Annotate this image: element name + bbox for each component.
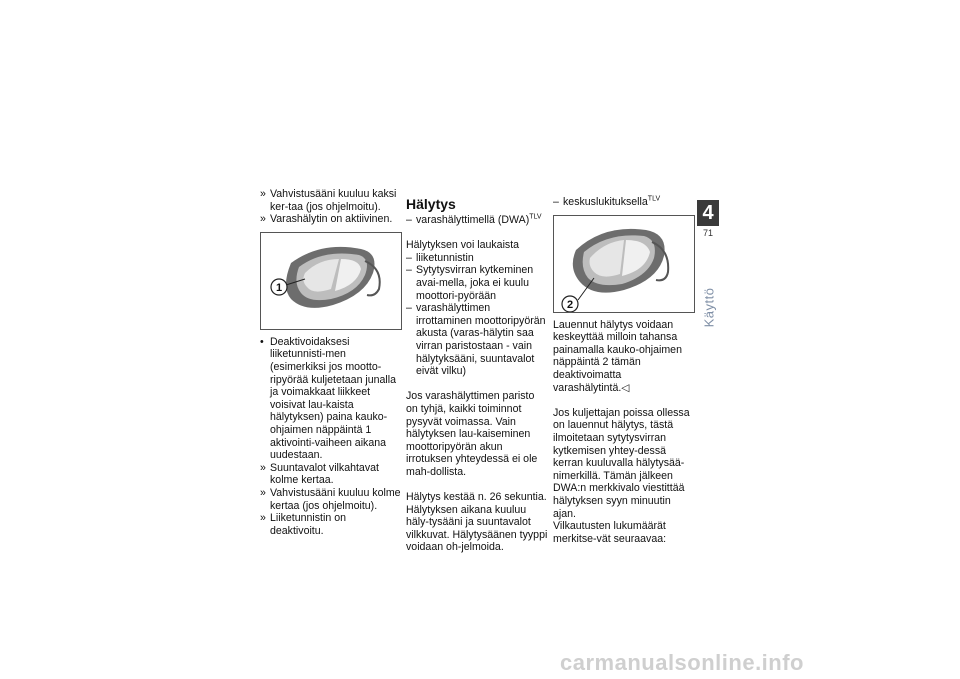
paragraph: Lauennut hälytys voidaan keskeyttää milloin tahansa painamalla kauko-ohjaimen näppäintä 2 tämän deaktivoimatta varashälytintä.◁ xyxy=(553,318,682,394)
list-item: » Vahvistusääni kuuluu kolme kertaa (jos ohjelmoitu). xyxy=(260,486,401,512)
chapter-label: Käyttö xyxy=(701,287,717,328)
remote-key-icon xyxy=(261,233,401,329)
intro-text: Hälytyksen voi laukaista xyxy=(406,239,520,252)
list-item: » Vahvistusääni kuuluu kaksi ker-taa (jos ohjelmoitu). xyxy=(260,188,397,213)
watermark: carmanualsonline.info xyxy=(560,650,804,675)
list-item: – liiketunnistin xyxy=(406,251,474,264)
column-1 xyxy=(260,188,402,537)
list-item: – Sytytysvirran kytkeminen avai-mella, joka ei kuulu moottori-pyörään xyxy=(406,264,534,302)
list-item: – varashälyttimen irrottaminen moottoripyörän akusta (varas-hälytin saa virran paristostaan - vain hälytyksääni, suuntavalot eivät vilku) xyxy=(406,302,546,378)
remote-key-figure-2 xyxy=(553,215,695,313)
list-item: » Liiketunnistin on deaktivoitu. xyxy=(260,512,346,537)
list-item: » Varashälytin on aktiivinen. xyxy=(260,213,393,226)
figure-label: 2 xyxy=(566,298,574,311)
list-item: – varashälyttimellä (DWA)$^{TLV}$ xyxy=(406,213,542,226)
column-2 xyxy=(406,196,548,554)
chapter-number: 4 xyxy=(697,200,719,226)
paragraph: Vilkautusten lukumäärät merkitse-vät seuraavaa: xyxy=(553,520,667,545)
list-item: – keskuslukituksella$^{TLV}$ xyxy=(553,195,661,208)
list-item: » Suuntavalot vilkahtavat kolme kertaa. xyxy=(260,461,379,487)
remote-key-figure-1 xyxy=(260,232,402,330)
paragraph: Jos kuljettajan poissa ollessa on lauennut hälytys, tästä ilmoitetaan sytytysvirran kytkemisen yhtey-dessä kerran kuuluvalla hälytysää-nimerkillä. Tämän jälkeen DWA:n merkkivalo viestittää hälytyksen syyn minuutin ajan. xyxy=(553,406,690,520)
page-number: 71 xyxy=(702,228,713,238)
remote-key-icon xyxy=(554,216,694,312)
paragraph: Jos varashälyttimen paristo on tyhjä, kaikki toiminnot pysyvät voimassa. Vain hälytyksen lau-kaiseminen moottoripyörän akun irrotuksen yhteydessä ei ole mah-dollista. xyxy=(406,390,538,478)
section-heading: Hälytys xyxy=(406,196,456,212)
list-item: • Deaktivoidaksesi liiketunnisti-men (esimerkiksi jos mootto-ripyörää kuljetetaan junalla ja voimakkaat liikkeet voisivat lau-kaista hälytyksen) paina kauko-ohjaimen näppäintä 1 aktivointi-vaiheen aikana uudestaan. xyxy=(260,335,397,462)
figure-label: 1 xyxy=(275,281,283,294)
paragraph: Hälytys kestää n. 26 sekuntia. Hälytyksen aikana kuuluu häly-tysääni ja suuntavalot vilkkuvat. Hälytysäänen tyyppi voidaan oh-jelmoida. xyxy=(406,491,548,554)
column-3 xyxy=(553,196,695,545)
